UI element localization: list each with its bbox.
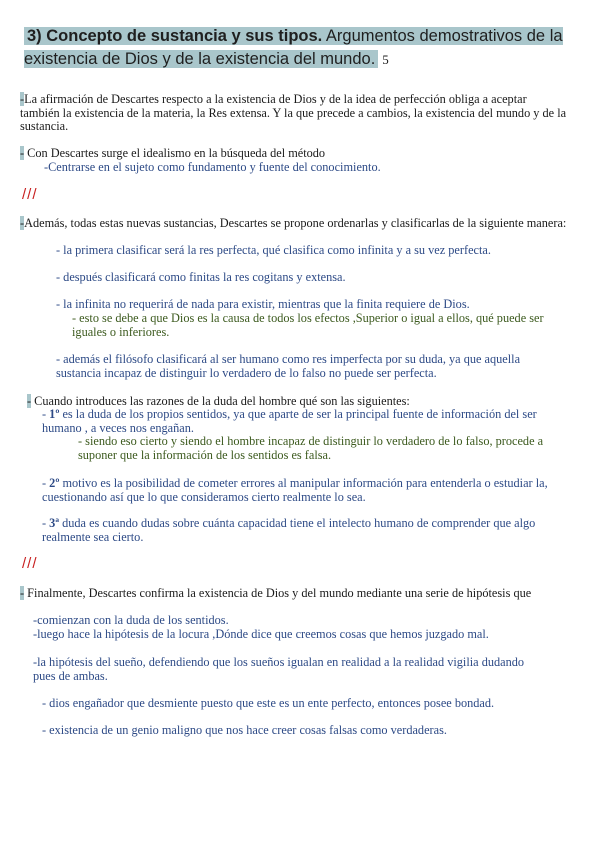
paragraph-text: Finalmente, Descartes confirma la existencia de Dios y del mundo mediante una serie de hipótesis que bbox=[24, 586, 532, 600]
list-item: - además el filósofo clasificará al ser humano como res imperfecta por su duda, ya que aquella sustancia incapaz de distinguir lo verdadero de lo falso no puede ser perfecta. bbox=[56, 352, 521, 380]
dash-marker: - bbox=[27, 394, 32, 408]
reason-1-sub: - siendo eso cierto y siendo el hombre incapaz de distinguir lo verdadero de lo falso, procede a suponer que la información de los sentidos es falsa. bbox=[78, 434, 544, 462]
paragraph-hypotheses bbox=[20, 587, 568, 601]
dash-marker: - bbox=[20, 586, 25, 600]
reason-number: 2º bbox=[49, 476, 60, 490]
section-title bbox=[24, 25, 569, 71]
list-item: - la infinita no requerirá de nada para existir, mientras que la finita requiere de Dios. bbox=[56, 297, 470, 311]
dash-marker: - bbox=[20, 92, 25, 106]
reason-number: 1º bbox=[49, 407, 60, 421]
paragraph-existence-matter bbox=[20, 93, 568, 134]
paragraph-text: Además, todas estas nuevas sustancias, Descartes se propone ordenarlas y clasificarlas de la siguiente manera: bbox=[24, 216, 567, 230]
reason-text: motivo es la posibilidad de cometer errores al manipular información para entenderla o estudiar la, cuestionando así que lo que consideramos cierto realmente lo sea. bbox=[42, 476, 548, 504]
reason-dash: - bbox=[42, 407, 50, 421]
reason-dash: - bbox=[42, 516, 50, 530]
page-number: 5 bbox=[382, 52, 389, 67]
list-item: - existencia de un genio maligno que nos hace creer cosas falsas como verdaderas. bbox=[42, 723, 447, 737]
list-subitem: - esto se debe a que Dios es la causa de todos los efectos ,Superior o igual a ellos, qué puede ser iguales o inferiores. bbox=[72, 311, 544, 339]
paragraph-idealism-sub: -Centrarse en el sujeto como fundamento y fuente del conocimiento. bbox=[44, 160, 381, 174]
reason-text: es la duda de los propios sentidos, ya que aparte de ser la principal fuente de información del ser humano , a veces nos engañan. bbox=[42, 407, 537, 435]
paragraph-idealism bbox=[20, 147, 568, 161]
list-item: - la primera clasificar será la res perfecta, qué clasifica como infinita y a su vez perfecta. bbox=[56, 243, 491, 257]
dash-marker: - bbox=[20, 216, 25, 230]
paragraph-text: Con Descartes surge el idealismo en la búsqueda del método bbox=[24, 146, 326, 160]
list-item: -comienzan con la duda de los sentidos. bbox=[33, 613, 229, 627]
title-rest: Argumentos demostrativos de la existencia de Dios y de la existencia del mundo. bbox=[24, 27, 563, 68]
separator-1: /// bbox=[22, 186, 38, 203]
paragraph-text: La afirmación de Descartes respecto a la existencia de Dios y de la idea de perfección obliga a aceptar también la existencia de la materia, la Res extensa. Y la que precede a cambios, la existencia del mundo y de la sustancia. bbox=[20, 92, 567, 133]
separator-2: /// bbox=[22, 555, 38, 572]
paragraph-classification bbox=[20, 217, 568, 231]
list-item: -la hipótesis del sueño, defendiendo que los sueños igualan en realidad a la realidad vigilia dudando pues de ambas. bbox=[33, 655, 525, 683]
reason-number: 3ª bbox=[49, 516, 60, 530]
paragraph-text: Cuando introduces las razones de la duda del hombre qué son las siguientes: bbox=[31, 394, 410, 408]
reason-dash: - bbox=[42, 476, 50, 490]
dash-marker: - bbox=[20, 146, 25, 160]
reason-2 bbox=[42, 477, 566, 504]
list-item: -luego hace la hipótesis de la locura ,Dónde dice que creemos cosas que hemos juzgado mal. bbox=[33, 627, 489, 641]
list-item: - después clasificará como finitas la res cogitans y extensa. bbox=[56, 270, 346, 284]
reason-1 bbox=[42, 408, 566, 435]
reason-3 bbox=[42, 517, 566, 544]
title-bold: 3) Concepto de sustancia y sus tipos. bbox=[27, 27, 323, 45]
reason-text: duda es cuando dudas sobre cuánta capacidad tiene el intelecto humano de comprender que algo realmente sea cierto. bbox=[42, 516, 536, 544]
list-item: - dios engañador que desmiente puesto que este es un ente perfecto, entonces posee bondad. bbox=[42, 696, 495, 710]
